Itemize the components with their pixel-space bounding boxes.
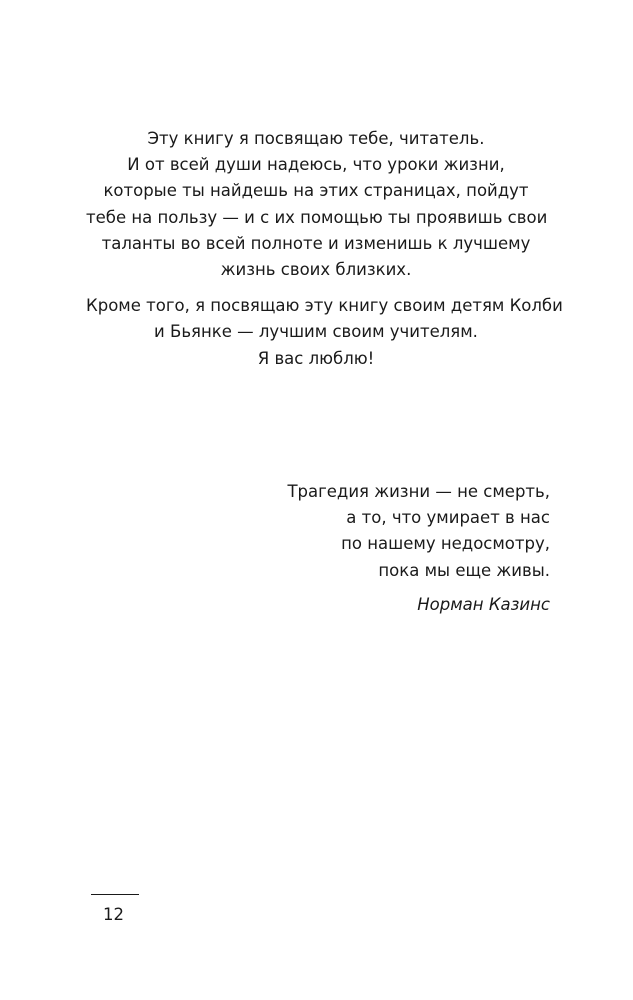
dedication-line: которые ты найдешь на этих страницах, пойдут [103, 181, 529, 201]
dedication-line: таланты во всей полноте и изменишь к лучшему [101, 233, 531, 253]
dedication [86, 126, 563, 372]
dedication-line: жизнь своих близких. [220, 260, 412, 280]
dedication-line: и Бьянке — лучшим своим учителям. [154, 322, 478, 342]
page-number: 12 [103, 905, 124, 924]
epigraph-line: Трагедия жизни — не смерть, [287, 482, 550, 501]
epigraph [190, 479, 550, 618]
dedication-line: тебе на пользу — и с их помощью ты проявишь свои [86, 207, 548, 227]
epigraph-line: по нашему недосмотру, [341, 534, 550, 554]
dedication-paragraph [86, 126, 546, 283]
dedication-paragraph [86, 293, 563, 372]
dedication-line: И от всей души надеюсь, что уроки жизни, [127, 155, 505, 175]
epigraph-line: а то, что умирает в нас [346, 508, 550, 528]
dedication-line: Я вас люблю! [257, 348, 375, 368]
epigraph-author: Норман Казинс [417, 594, 550, 614]
folio-rule [91, 894, 139, 895]
dedication-line: Кроме того, я посвящаю эту книгу своим детям Колби [86, 296, 563, 316]
dedication-line: Эту книгу я посвящаю тебе, читатель. [147, 129, 485, 148]
epigraph-line: пока мы еще живы. [378, 560, 550, 580]
